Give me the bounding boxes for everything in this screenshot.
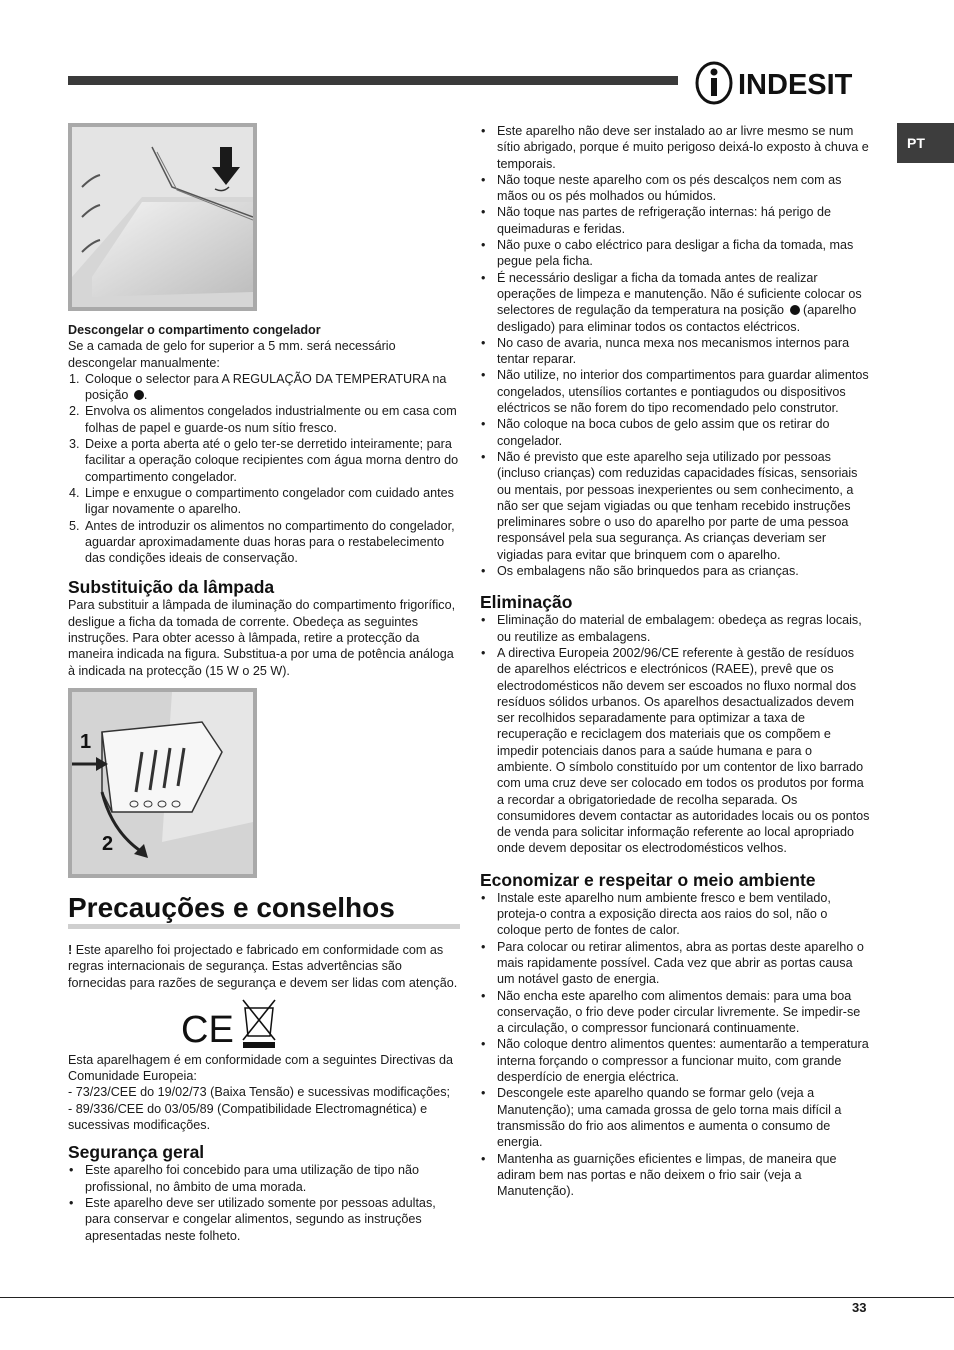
page-number: 33 [852,1300,867,1315]
right-column [480,123,870,1199]
footer-rule [0,1297,954,1298]
disposal-list [480,612,870,856]
list-item: • Não toque neste aparelho com os pés descalços nem com as mãos ou os pés molhados ou húmidos. [480,172,870,205]
list-item: • É necessário desligar a ficha da tomada antes de realizar operações de limpeza e manutenção. Não é suficiente colocar os selectores de regulação da temperatura na posição (aparelho desligado) para eliminar todos os contactos eléctricos. [480,270,870,335]
list-item: • Não puxe o cabo eléctrico para desligar a ficha da tomada, mas pegue pela ficha. [480,237,870,270]
lamp-figure [68,688,257,878]
list-item: 3. Deixe a porta aberta até o gelo ter-se derretido inteiramente; para facilitar a operação coloque recipientes com água morna dentro do compartimento congelador. [69,437,459,484]
list-item: • No caso de avaria, nunca mexa nos mecanismos internos para tentar reparar. [480,335,870,368]
brand-text: INDESIT [738,69,853,101]
safety-list-left [68,1162,460,1243]
list-item: • Os embalagens não são brinquedos para as crianças. [480,563,870,579]
list-item: • Para colocar ou retirar alimentos, abra as portas deste aparelho o mais rapidamente possível. Cada vez que abrir as portas causa um notável gasto de energia. [480,939,870,988]
off-position-icon [790,305,800,315]
weee-bin-icon [243,1000,275,1048]
list-item: • Não toque nas partes de refrigeração internas: há perigo de queimaduras e feridas. [480,204,870,237]
left-column [68,123,460,1244]
header-rule [68,76,678,85]
list-item: • Mantenha as guarnições eficientes e limpas, de maneira que adiram bem nas portas e não deixem o frio sair (veja a Manutenção). [480,1151,870,1200]
main-title-wrap [68,892,460,929]
safety-heading: Segurança geral [68,1142,205,1163]
list-item: • Instale este aparelho num ambiente fresco e bem ventilado, proteja-o contra a exposição directa aos raios do sol, não o coloque perto de fontes de calor. [480,890,870,939]
defrost-title: Descongelar o compartimento congelador [68,323,321,337]
defrost-steps [68,371,460,567]
list-item: • Eliminação do material de embalagem: obedeça as regras locais, ou reutilize as embalagens. [480,612,870,645]
indesit-logo [694,60,870,106]
directive-intro: Esta aparelhagem é em conformidade com a seguintes Directivas da Comunidade Europeia: [68,1052,454,1084]
lamp-text: Para substituir a lâmpada de iluminação do compartimento frigorífico, desligue a ficha da tomada de corrente. Obedeça as seguintes instruções. Para obter acesso à lâmpada, retire a protecção da maneira indicada na figura. Substitua-a por uma de potência análoga à indicada na protecção (15 W o 25 W). [68,598,456,678]
eco-heading: Economizar e respeitar o meio ambiente [480,869,816,890]
list-item: • Este aparelho foi concebido para uma utilização de tipo não profissional, no âmbito de uma morada. [68,1162,460,1195]
list-item: • Não utilize, no interior dos compartimentos para guardar alimentos congelados, utensílios cortantes e pontiagudos ou dispositivos eléctricos se não forem do tipo recomendado pelo construtor. [480,367,870,416]
eco-list [480,890,870,1200]
warning-mark: ! [68,942,73,957]
directive-2: - 89/336/CEE do 03/05/89 (Compatibilidade Electromagnética) e sucessivas modificações. [68,1101,428,1133]
directive-1: - 73/23/CEE do 19/02/73 (Baixa Tensão) e sucessivas modificações; [68,1085,450,1100]
off-position-icon [134,390,144,400]
figure-label-1: 1 [80,730,92,753]
ce-mark-icon: CE [181,1008,234,1051]
list-item: • Não coloque na boca cubos de gelo assim que os retirar do congelador. [480,416,870,449]
list-item: • Este aparelho deve ser utilizado somente por pessoas adultas, para conservar e congelar alimentos, segundo as instruções apresentadas neste folheto. [68,1195,460,1244]
list-item: • Este aparelho não deve ser instalado ao ar livre mesmo se num sítio abrigado, porque é muito perigoso deixá-lo exposto à chuva e temporais. [480,123,870,172]
page-title: Precauções e conselhos [68,891,395,923]
list-item: • Não coloque dentro alimentos quentes: aumentarão a temperatura interna forçando o compressor a funcionar muito, com grande desperdício de energia eléctrica. [480,1036,870,1085]
defrost-intro: Se a camada de gelo for superior a 5 mm. será necessário descongelar manualmente: [68,339,396,370]
safety-list-right [480,123,870,579]
list-item: 2. Envolva os alimentos congelados industrialmente ou em casa com folhas de papel e guarde-os num sítio fresco. [69,404,457,435]
figure-label-2: 2 [102,832,114,855]
warning-text: ! Este aparelho foi projectado e fabricado em conformidade com as regras internacionais de segurança. Estas advertências são fornecidas para razões de segurança e devem ser lidas com atenção. [68,942,458,990]
list-item: 1. Coloque o selector para A REGULAÇÃO DA TEMPERATURA na posição . [69,371,447,403]
conformity-marks [68,996,460,1052]
language-tab: PT [897,123,954,163]
list-item: 5. Antes de introduzir os alimentos no compartimento do congelador, aguardar aproximadamente duas horas para o restabelecimento das condições ideais de conservação. [69,518,455,566]
list-item: • Não é previsto que este aparelho seja utilizado por pessoas (incluso crianças) com reduzidas capacidades físicas, sensoriais ou mentais, por pessoas inexperientes ou sem conhecimento, a não ser que sejam vigiadas ou que tenham recebido instruções preliminares sobre o uso do aparelho por parte de uma pessoa responsável pela sua segurança. As crianças deveriam ser vigiadas para evitar que brinquem com o aparelho. [480,449,870,563]
lamp-heading: Substituição da lâmpada [68,577,275,598]
list-item: • Não encha este aparelho com alimentos demais: para uma boa conservação, o frio deve poder circular livremente. Se impedir-se a circulação, o compressor funcionará continuamente. [480,988,870,1037]
list-item: • A directiva Europeia 2002/96/CE referente à gestão de resíduos de aparelhos eléctricos e electrónicos (RAEE), prevê que os electrodomésticos não devem ser escoados no fluxo normal dos resíduos sólidos urbanos. Os aparelhos desactualizados devem ser recolhidos separadamente para optimizar a taxa de recuperação e reciclagem dos materiais que os compõem e impedir potenciais danos para a saúde humana e para o ambiente. O símbolo constituído por um contentor de lixo barrado com uma cruz deve ser colocado em todos os produtos por forma a recordar a obrigatoriedade de recolha separada. Os consumidores devem contactar as autoridades locais ou os pontos de venda para solicitar informação referente ao local apropriado onde devem depositar os electrodomésticos velhos. [480,645,870,857]
disposal-heading: Eliminação [480,592,573,613]
list-item: • Descongele este aparelho quando se formar gelo (veja a Manutenção); uma camada grossa de gelo torna mais difícil a transmissão do frio aos alimentos e aumenta o consumo de energia. [480,1085,870,1150]
freezer-figure [68,123,257,311]
list-item: 4. Limpe e enxugue o compartimento congelador com cuidado antes ligar novamente o aparelho. [69,485,454,517]
